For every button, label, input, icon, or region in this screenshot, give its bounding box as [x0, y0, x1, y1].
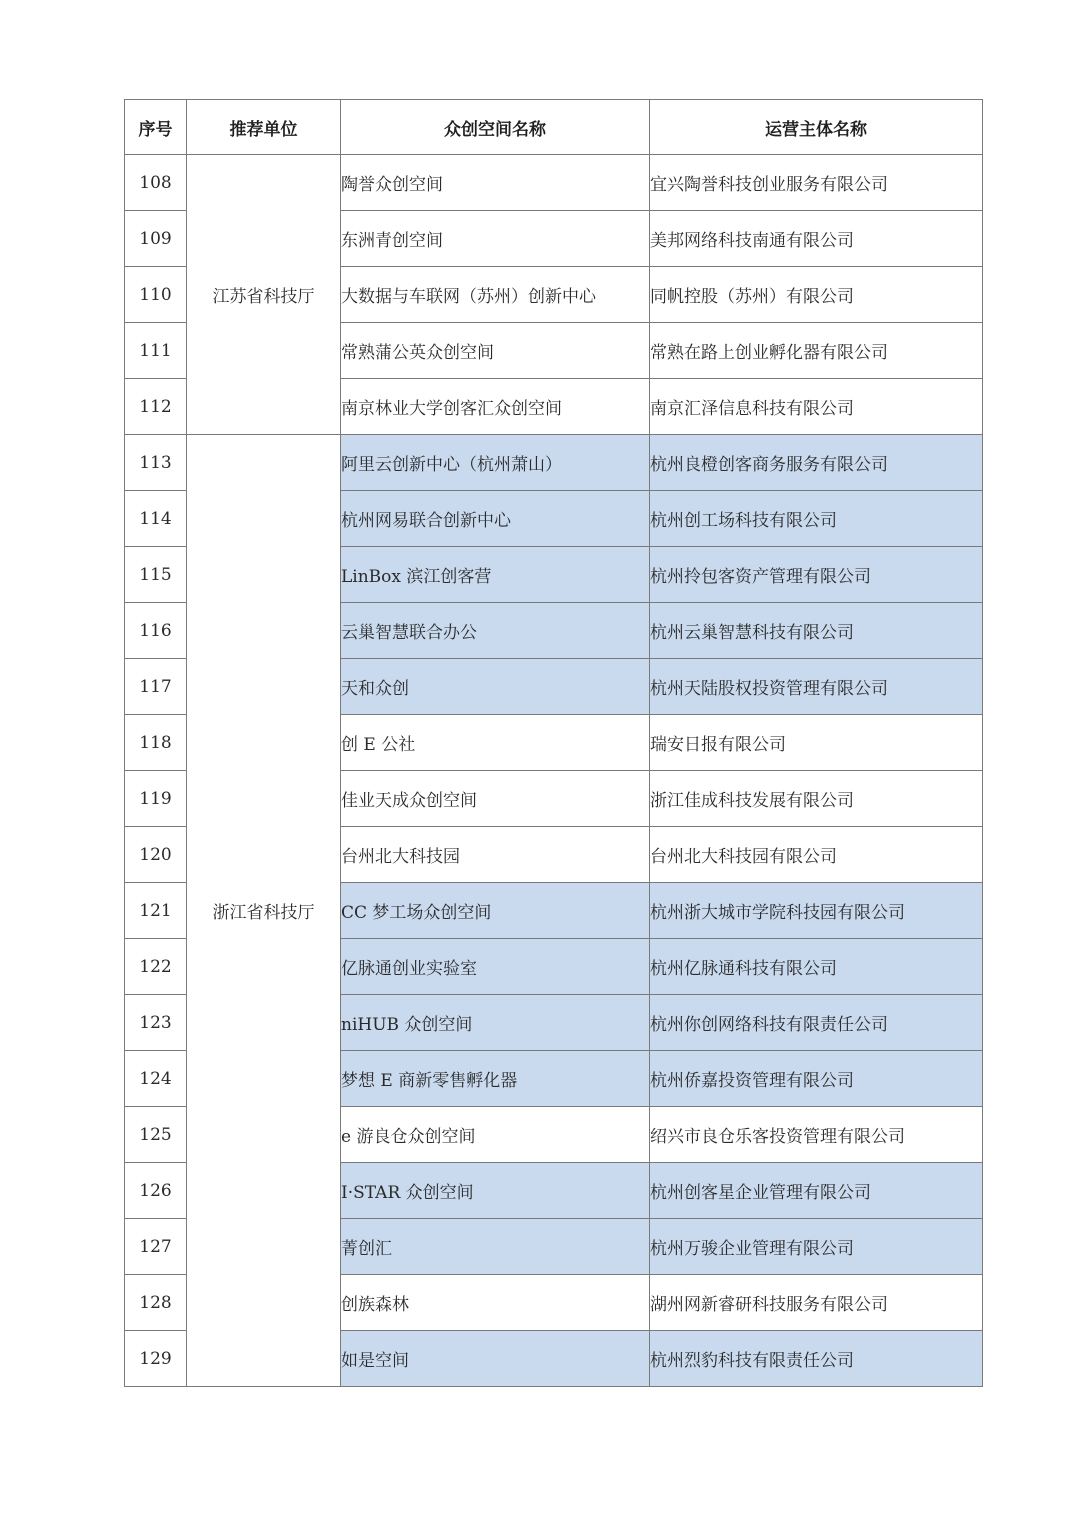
table-row — [125, 155, 983, 211]
table-body — [125, 155, 983, 1387]
header-recommending-unit: 推荐单位 — [187, 100, 341, 155]
space-name-cell: CC 梦工场众创空间 — [341, 883, 650, 939]
space-name-cell: 杭州网易联合创新中心 — [341, 491, 650, 547]
serial-no-cell: 124 — [125, 1051, 187, 1107]
space-name-cell: 创族森林 — [341, 1275, 650, 1331]
space-name-cell: 南京林业大学创客汇众创空间 — [341, 379, 650, 435]
serial-no-cell: 108 — [125, 155, 187, 211]
operator-name-cell: 南京汇泽信息科技有限公司 — [650, 379, 983, 435]
operator-name-cell: 宜兴陶誉科技创业服务有限公司 — [650, 155, 983, 211]
operator-name-cell: 杭州万骏企业管理有限公司 — [650, 1219, 983, 1275]
space-name-cell: e 游良仓众创空间 — [341, 1107, 650, 1163]
serial-no-cell: 129 — [125, 1331, 187, 1387]
serial-no-cell: 119 — [125, 771, 187, 827]
serial-no-cell: 109 — [125, 211, 187, 267]
operator-name-cell: 杭州亿脉通科技有限公司 — [650, 939, 983, 995]
table-row — [125, 435, 983, 491]
space-name-cell: 台州北大科技园 — [341, 827, 650, 883]
serial-no-cell: 111 — [125, 323, 187, 379]
serial-no-cell: 125 — [125, 1107, 187, 1163]
operator-name-cell: 瑞安日报有限公司 — [650, 715, 983, 771]
space-name-cell: 常熟蒲公英众创空间 — [341, 323, 650, 379]
serial-no-cell: 110 — [125, 267, 187, 323]
operator-name-cell: 杭州创客星企业管理有限公司 — [650, 1163, 983, 1219]
operator-name-cell: 杭州烈豹科技有限责任公司 — [650, 1331, 983, 1387]
serial-no-cell: 117 — [125, 659, 187, 715]
table-header-row — [125, 100, 983, 155]
space-name-cell: 亿脉通创业实验室 — [341, 939, 650, 995]
operator-name-cell: 同帆控股（苏州）有限公司 — [650, 267, 983, 323]
serial-no-cell: 112 — [125, 379, 187, 435]
space-name-cell: LinBox 滨江创客营 — [341, 547, 650, 603]
operator-name-cell: 杭州你创网络科技有限责任公司 — [650, 995, 983, 1051]
recommending-unit-cell: 浙江省科技厅 — [187, 435, 341, 1387]
operator-name-cell: 杭州创工场科技有限公司 — [650, 491, 983, 547]
maker-space-table — [124, 99, 983, 1387]
operator-name-cell: 美邦网络科技南通有限公司 — [650, 211, 983, 267]
header-serial-no: 序号 — [125, 100, 187, 155]
space-name-cell: 佳业天成众创空间 — [341, 771, 650, 827]
operator-name-cell: 杭州浙大城市学院科技园有限公司 — [650, 883, 983, 939]
serial-no-cell: 126 — [125, 1163, 187, 1219]
space-name-cell: 如是空间 — [341, 1331, 650, 1387]
serial-no-cell: 114 — [125, 491, 187, 547]
space-name-cell: I·STAR 众创空间 — [341, 1163, 650, 1219]
operator-name-cell: 杭州侨嘉投资管理有限公司 — [650, 1051, 983, 1107]
space-name-cell: 云巢智慧联合办公 — [341, 603, 650, 659]
serial-no-cell: 128 — [125, 1275, 187, 1331]
operator-name-cell: 杭州云巢智慧科技有限公司 — [650, 603, 983, 659]
space-name-cell: 东洲青创空间 — [341, 211, 650, 267]
serial-no-cell: 113 — [125, 435, 187, 491]
serial-no-cell: 120 — [125, 827, 187, 883]
space-name-cell: 天和众创 — [341, 659, 650, 715]
recommending-unit-cell: 江苏省科技厅 — [187, 155, 341, 435]
space-name-cell: 菁创汇 — [341, 1219, 650, 1275]
operator-name-cell: 杭州拎包客资产管理有限公司 — [650, 547, 983, 603]
serial-no-cell: 127 — [125, 1219, 187, 1275]
operator-name-cell: 湖州网新睿研科技服务有限公司 — [650, 1275, 983, 1331]
space-name-cell: niHUB 众创空间 — [341, 995, 650, 1051]
serial-no-cell: 121 — [125, 883, 187, 939]
header-operator-name: 运营主体名称 — [650, 100, 983, 155]
serial-no-cell: 123 — [125, 995, 187, 1051]
operator-name-cell: 杭州天陆股权投资管理有限公司 — [650, 659, 983, 715]
space-name-cell: 阿里云创新中心（杭州萧山） — [341, 435, 650, 491]
header-space-name: 众创空间名称 — [341, 100, 650, 155]
operator-name-cell: 台州北大科技园有限公司 — [650, 827, 983, 883]
serial-no-cell: 115 — [125, 547, 187, 603]
operator-name-cell: 杭州良橙创客商务服务有限公司 — [650, 435, 983, 491]
operator-name-cell: 绍兴市良仓乐客投资管理有限公司 — [650, 1107, 983, 1163]
space-name-cell: 大数据与车联网（苏州）创新中心 — [341, 267, 650, 323]
operator-name-cell: 常熟在路上创业孵化器有限公司 — [650, 323, 983, 379]
space-name-cell: 创 E 公社 — [341, 715, 650, 771]
space-name-cell: 梦想 E 商新零售孵化器 — [341, 1051, 650, 1107]
space-name-cell: 陶誉众创空间 — [341, 155, 650, 211]
serial-no-cell: 118 — [125, 715, 187, 771]
serial-no-cell: 122 — [125, 939, 187, 995]
operator-name-cell: 浙江佳成科技发展有限公司 — [650, 771, 983, 827]
serial-no-cell: 116 — [125, 603, 187, 659]
